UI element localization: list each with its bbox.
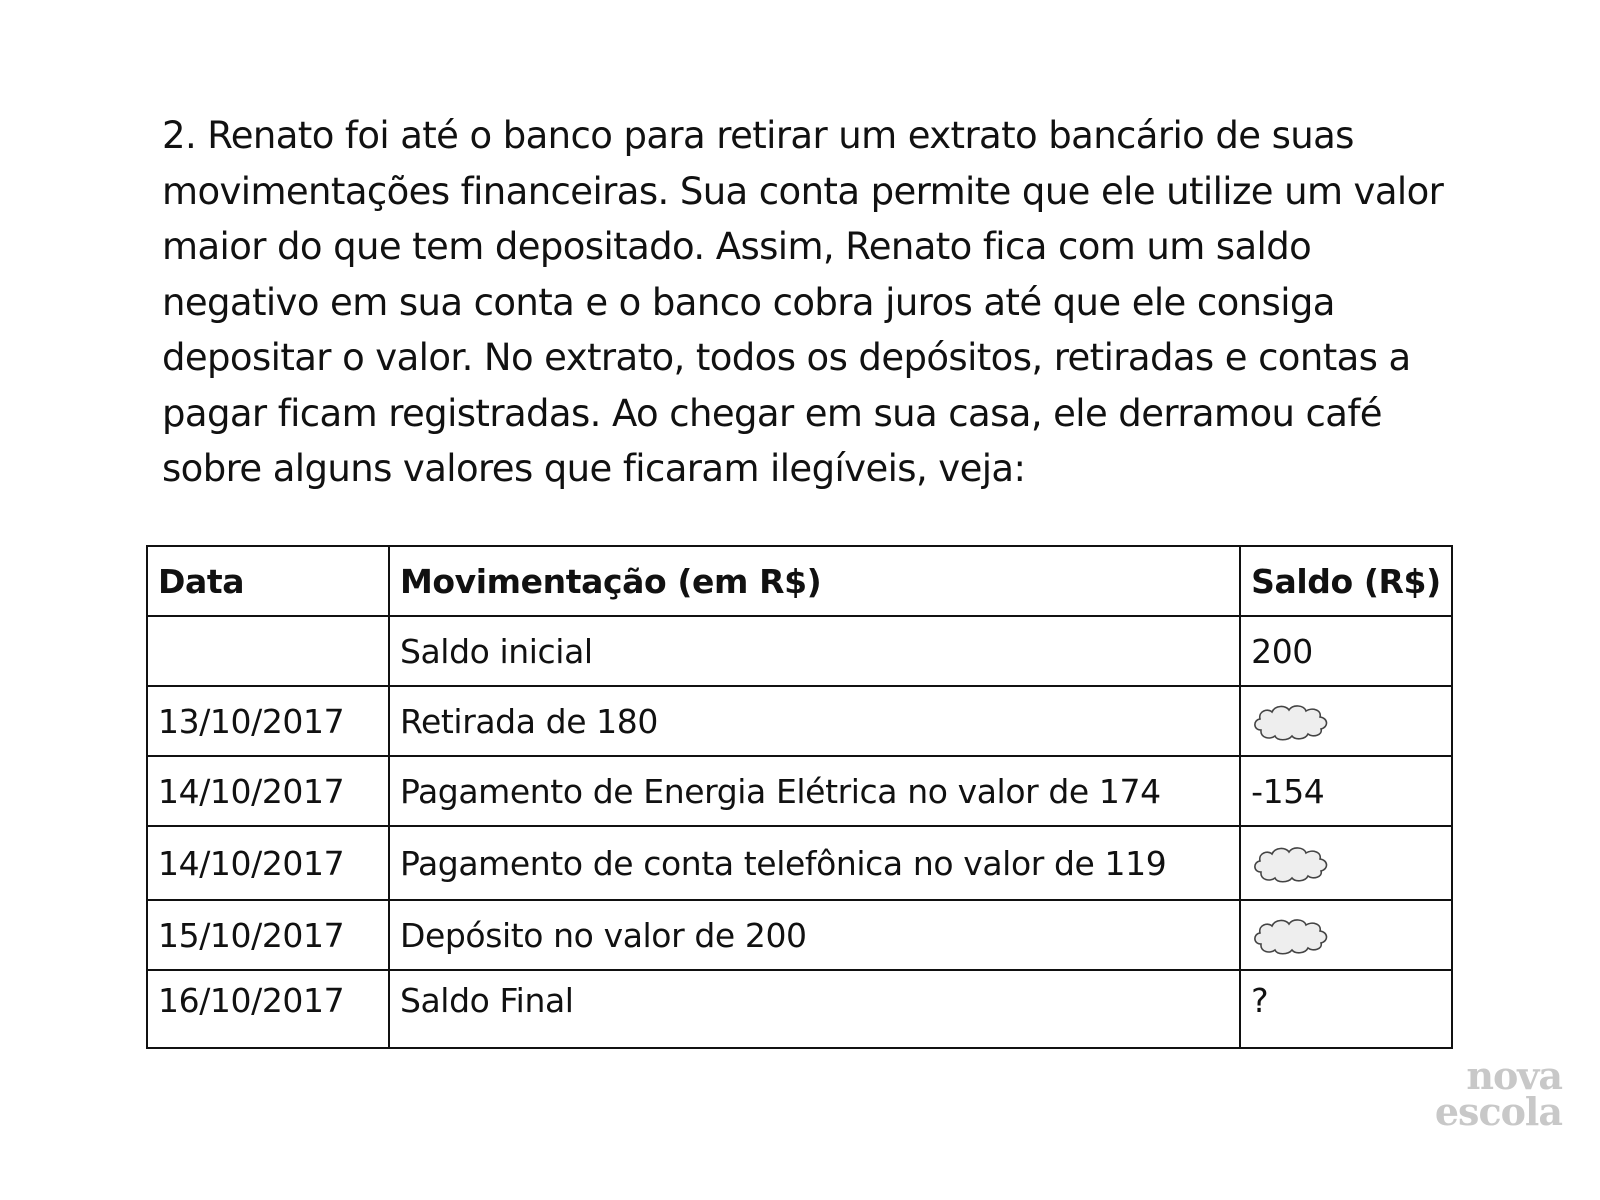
header-balance: Saldo (R$) <box>1240 546 1452 616</box>
table-row <box>147 756 1452 826</box>
row-movement: Saldo Final <box>389 970 1240 1048</box>
row-date: 14/10/2017 <box>147 826 389 900</box>
row-date: 14/10/2017 <box>147 756 389 826</box>
row-balance: ? <box>1240 970 1452 1048</box>
table-row <box>147 826 1452 900</box>
header-movement: Movimentação (em R$) <box>389 546 1240 616</box>
coffee-stain-cloud-icon <box>1251 914 1331 956</box>
table-row <box>147 900 1452 970</box>
row-date <box>147 616 389 686</box>
logo-line-2: escola <box>1434 1089 1562 1134</box>
row-balance: 200 <box>1240 616 1452 686</box>
row-balance-illegible <box>1240 826 1452 900</box>
row-balance-illegible <box>1240 686 1452 756</box>
coffee-stain-cloud-icon <box>1251 700 1331 742</box>
table-row <box>147 616 1452 686</box>
row-movement: Pagamento de conta telefônica no valor de 119 <box>389 826 1240 900</box>
coffee-stain-cloud-icon <box>1251 842 1331 884</box>
row-balance-illegible <box>1240 900 1452 970</box>
row-date: 16/10/2017 <box>147 970 389 1048</box>
row-balance: -154 <box>1240 756 1452 826</box>
bank-statement-table <box>146 545 1453 1049</box>
nova-escola-logo <box>1412 1053 1562 1134</box>
table-row <box>147 686 1452 756</box>
table-row <box>147 970 1452 1048</box>
row-date: 13/10/2017 <box>147 686 389 756</box>
logo-line-1: nova <box>1466 1053 1562 1098</box>
question-text: 2. Renato foi até o banco para retirar um extrato bancário de suas movimentações financeiras. Sua conta permite que ele utilize um valor maior do que tem depositado. Assim, Renato fica com um saldo negativo em sua conta e o banco cobra juros até que ele consiga depositar o valor. No extrato, todos os depósitos, retiradas e contas a pagar ficam registradas. Ao chegar em sua casa, ele derramou café sobre alguns valores que ficaram ilegíveis, veja: <box>162 114 1444 490</box>
header-date: Data <box>147 546 389 616</box>
row-movement: Retirada de 180 <box>389 686 1240 756</box>
row-movement: Pagamento de Energia Elétrica no valor de 174 <box>389 756 1240 826</box>
row-date: 15/10/2017 <box>147 900 389 970</box>
row-movement: Depósito no valor de 200 <box>389 900 1240 970</box>
row-movement: Saldo inicial <box>389 616 1240 686</box>
table-header-row <box>147 546 1452 616</box>
